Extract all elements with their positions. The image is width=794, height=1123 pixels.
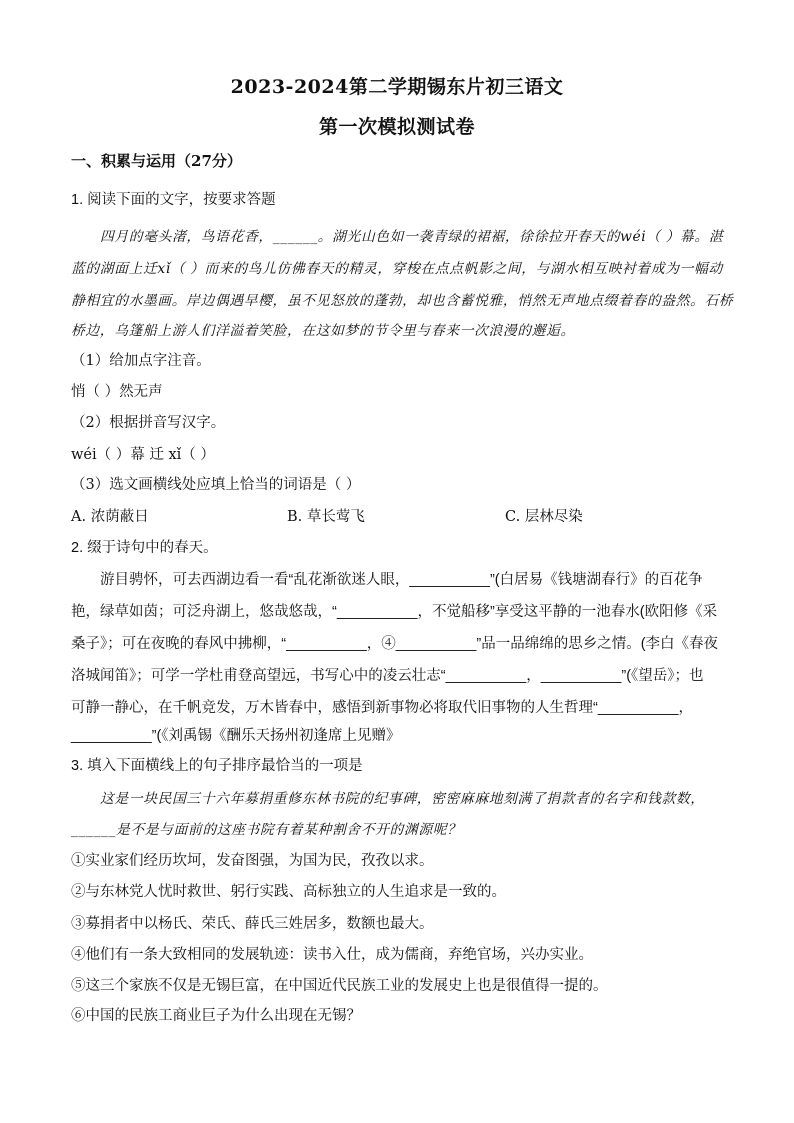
sub-question-2: （2）根据拼音写汉字。 <box>71 415 226 431</box>
sub-question-3: （3）选文画横线处应填上恰当的词语是（ ） <box>71 477 361 493</box>
poem-line: 洛城闻笛》；可学一学杜甫登高望远，书写心中的凌云壮志“__________，__________”(《望岳》；也 <box>71 668 704 684</box>
choice-b: B. 草长莺飞 <box>287 509 365 525</box>
choice-a: A. 浓荫蔽日 <box>71 509 149 525</box>
poem-line: 桑子》；可在夜晚的春风中拂柳，“__________，④__________”品一品绵绵的思乡之情。(李白《春夜 <box>71 636 719 652</box>
passage-line: 四月的毫头渚，鸟语花香，______。湖光山色如一袭青绿的裙裾，徐徐拉开春天的wéi（ ）幕。湛 <box>100 229 724 245</box>
poem-line: 艳，绿草如茵；可泛舟湖上，悠哉悠哉，“__________，不觉船移”享受这平静的一池春水(欧阳修《采 <box>71 604 718 620</box>
passage-line: 桥边，乌篷船上游人们洋溢着笑脸，在这如梦的节令里与春来一次浪漫的邂逅。 <box>71 323 575 339</box>
page-title: 2023-2024第二学期锡东片初三语文 <box>230 76 564 98</box>
poem-line: 游目骋怀，可去西湖边看一看“乱花渐欲迷人眼，__________”(白居易《钱塘湖春行》的百花争 <box>100 572 703 588</box>
question-1-prompt: 1. 阅读下面的文字，按要求答题 <box>71 192 276 208</box>
question-2-prompt: 2. 缀于诗句中的春天。 <box>71 540 218 556</box>
option-item: ①实业家们经历坎坷，发奋图强，为国为民，孜孜以求。 <box>71 853 434 869</box>
option-item: ②与东林党人忧时救世、躬行实践、高标独立的人生追求是一致的。 <box>71 884 506 900</box>
sub-question-1-answer: 悄（ ）然无声 <box>71 384 163 400</box>
poem-line: 可静一静心，在千帆竞发，万木皆春中，感悟到新事物必将取代旧事物的人生哲理“__________， <box>71 700 693 716</box>
question-3-prompt: 3. 填入下面横线上的句子排序最恰当的一项是 <box>71 758 363 774</box>
option-item: ⑥中国的民族工商业巨子为什么出现在无锡？ <box>71 1008 361 1024</box>
page-subtitle: 第一次模拟测试卷 <box>318 116 475 138</box>
passage-line: ______是不是与面前的这座书院有着某种割舍不开的渊源呢？ <box>71 822 462 838</box>
passage-line: 这是一块民国三十六年募捐重修东林书院的纪事碑，密密麻麻地刻满了捐款者的名字和钱款数， <box>100 791 705 807</box>
poem-line: __________”(《刘禹锡《酬乐天扬州初逢席上见赠》 <box>71 728 401 744</box>
choice-c: C. 层林尽染 <box>505 509 583 525</box>
option-item: ③募捐者中以杨氏、荣氏、薛氏三姓居多，数额也最大。 <box>71 916 434 932</box>
option-item: ⑤这三个家族不仅是无锡巨富，在中国近代民族工业的发展史上也是很值得一提的。 <box>71 978 608 994</box>
passage-line: 静相宜的水墨画。岸边偶遇早樱，虽不见怒放的蓬勃，却也含蓄悦雅，悄然无声地点缀着春的盎然。石桥 <box>71 293 734 309</box>
section-heading: 一、积累与运用（27分） <box>71 152 242 170</box>
sub-question-2-answer: wéi（ ）幕 迁 xǐ（ ） <box>71 447 215 463</box>
passage-line: 蓝的湖面上迁xǐ（ ）而来的鸟儿仿佛春天的精灵，穿梭在点点帆影之间，与湖水相互映衬着成为一幅动 <box>71 261 723 277</box>
option-item: ④他们有一条大致相同的发展轨迹：读书入仕，成为儒商，弃绝官场，兴办实业。 <box>71 947 593 963</box>
sub-question-1: （1）给加点字注音。 <box>71 353 211 369</box>
